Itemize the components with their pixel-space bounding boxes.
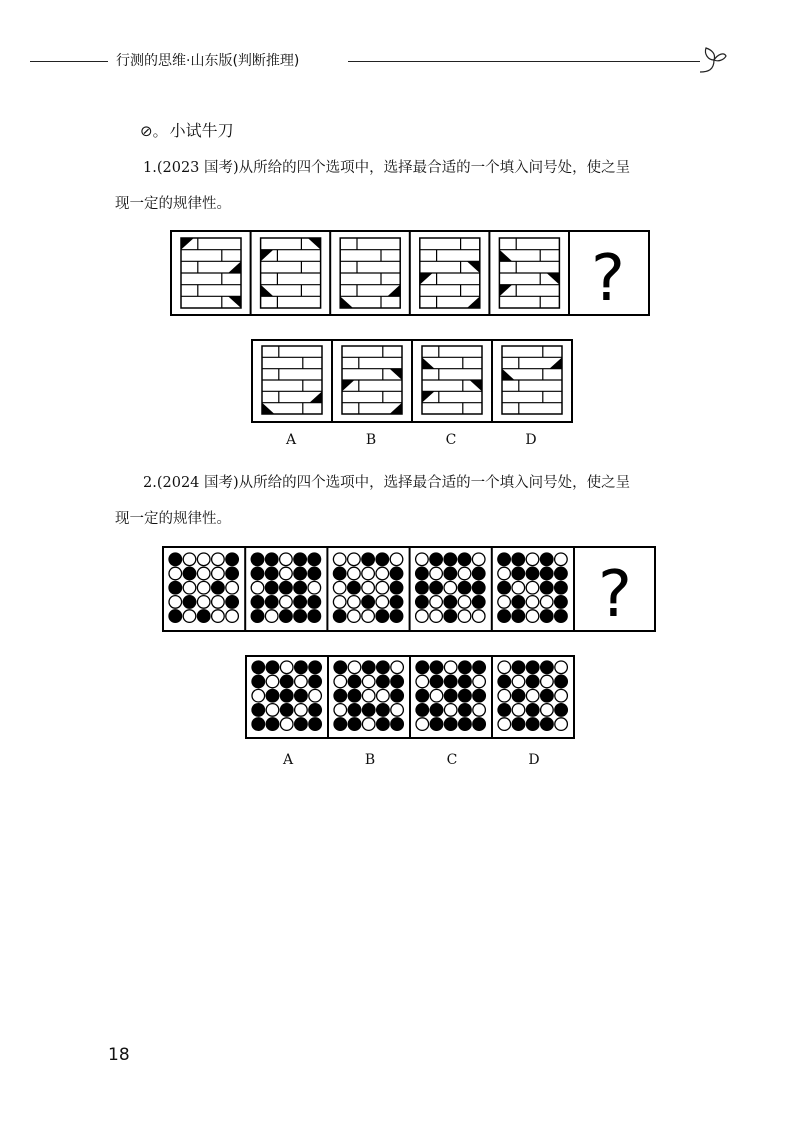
black-dot <box>391 718 404 731</box>
white-dot <box>280 553 293 566</box>
black-dot <box>376 553 389 566</box>
black-dot <box>540 553 553 566</box>
black-dot <box>540 610 553 623</box>
white-dot <box>183 610 196 623</box>
black-dot <box>308 567 321 580</box>
black-dot <box>444 689 457 702</box>
question-1-option-b-label[interactable]: B <box>365 432 377 448</box>
black-dot <box>498 581 511 594</box>
question-2-options-figure <box>245 655 575 739</box>
white-dot <box>498 689 511 702</box>
black-dot <box>526 567 539 580</box>
black-dot <box>252 675 265 688</box>
black-dot <box>280 675 293 688</box>
white-dot <box>416 610 429 623</box>
white-dot <box>472 610 485 623</box>
black-dot <box>458 581 471 594</box>
black-dot <box>459 661 472 674</box>
black-dot <box>348 704 361 717</box>
white-dot <box>265 610 278 623</box>
question-2-sequence-grid <box>251 553 320 622</box>
running-header <box>30 48 710 72</box>
black-dot <box>512 661 525 674</box>
white-dot <box>334 675 347 688</box>
white-dot <box>280 718 293 731</box>
black-dot <box>430 675 443 688</box>
black-dot <box>294 553 307 566</box>
white-dot <box>498 596 511 609</box>
white-dot <box>376 567 389 580</box>
white-dot <box>183 553 196 566</box>
black-dot <box>376 610 389 623</box>
black-dot <box>526 704 539 717</box>
black-dot <box>416 661 429 674</box>
question-1-option-cell <box>262 346 322 414</box>
white-dot <box>362 610 375 623</box>
white-dot <box>252 689 265 702</box>
black-dot <box>430 553 443 566</box>
black-dot <box>473 689 486 702</box>
question-1-sequence-cell <box>420 238 480 308</box>
black-dot <box>444 610 457 623</box>
black-dot <box>169 553 182 566</box>
white-dot <box>376 596 389 609</box>
black-dot <box>459 689 472 702</box>
white-dot <box>362 675 375 688</box>
black-dot <box>512 718 525 731</box>
white-dot <box>416 675 429 688</box>
black-dot <box>265 553 278 566</box>
question-2-option-grid <box>334 661 403 730</box>
white-dot <box>333 596 346 609</box>
question-2-option-grid <box>498 661 567 730</box>
black-dot <box>498 675 511 688</box>
white-dot <box>498 661 511 674</box>
white-dot <box>212 553 225 566</box>
white-dot <box>473 675 486 688</box>
white-dot <box>333 553 346 566</box>
white-dot <box>226 610 239 623</box>
question-1-sequence-cell <box>340 238 400 308</box>
question-2 <box>115 465 715 537</box>
white-dot <box>295 675 308 688</box>
black-dot <box>498 704 511 717</box>
black-dot <box>444 567 457 580</box>
black-dot <box>226 596 239 609</box>
white-dot <box>498 718 511 731</box>
black-dot <box>212 581 225 594</box>
black-dot <box>309 718 322 731</box>
white-dot <box>526 610 539 623</box>
black-dot <box>309 675 322 688</box>
white-dot <box>430 567 443 580</box>
black-dot <box>295 718 308 731</box>
black-dot <box>377 661 390 674</box>
black-dot <box>472 567 485 580</box>
black-dot <box>265 596 278 609</box>
white-dot <box>266 704 279 717</box>
white-dot <box>416 718 429 731</box>
black-dot <box>362 553 375 566</box>
black-dot <box>444 553 457 566</box>
black-dot <box>226 567 239 580</box>
white-dot <box>348 596 361 609</box>
white-dot <box>458 610 471 623</box>
white-dot <box>430 610 443 623</box>
black-dot <box>472 596 485 609</box>
white-dot <box>541 704 554 717</box>
black-dot <box>252 704 265 717</box>
black-dot <box>459 675 472 688</box>
white-dot <box>526 553 539 566</box>
question-2-sequence-figure <box>162 546 656 632</box>
black-dot <box>458 553 471 566</box>
black-dot <box>512 689 525 702</box>
black-dot <box>280 704 293 717</box>
question-2-option-a-label[interactable]: A <box>282 752 294 768</box>
black-dot <box>430 581 443 594</box>
black-dot <box>252 661 265 674</box>
black-dot <box>512 610 525 623</box>
white-dot <box>212 567 225 580</box>
white-dot <box>555 689 568 702</box>
black-dot <box>348 675 361 688</box>
white-dot <box>348 610 361 623</box>
black-dot <box>391 675 404 688</box>
white-dot <box>444 581 457 594</box>
question-2-option-c-label[interactable]: C <box>446 752 458 768</box>
black-dot <box>183 596 196 609</box>
white-dot <box>555 661 568 674</box>
black-dot <box>265 581 278 594</box>
black-dot <box>540 567 553 580</box>
black-dot <box>169 581 182 594</box>
white-dot <box>391 661 404 674</box>
black-dot <box>541 689 554 702</box>
white-dot <box>444 661 457 674</box>
black-dot <box>251 567 264 580</box>
black-dot <box>444 675 457 688</box>
white-dot <box>280 567 293 580</box>
black-dot <box>473 718 486 731</box>
question-2-question-mark: ? <box>598 558 632 632</box>
black-dot <box>348 581 361 594</box>
black-dot <box>498 610 511 623</box>
question-2-sequence-grid <box>333 553 402 622</box>
white-dot <box>362 581 375 594</box>
black-dot <box>472 581 485 594</box>
white-dot <box>348 661 361 674</box>
white-dot <box>555 553 568 566</box>
black-dot <box>265 567 278 580</box>
black-dot <box>416 704 429 717</box>
question-1-option-cell <box>342 346 402 414</box>
question-2-sequence-grid <box>498 553 567 622</box>
question-2-option-d-label[interactable]: D <box>528 752 540 768</box>
black-dot <box>309 661 322 674</box>
black-dot <box>444 718 457 731</box>
black-dot <box>512 567 525 580</box>
white-dot <box>295 704 308 717</box>
black-dot <box>526 718 539 731</box>
black-dot <box>251 553 264 566</box>
black-dot <box>541 661 554 674</box>
header-rule-left <box>30 61 108 62</box>
white-dot <box>183 581 196 594</box>
black-dot <box>473 661 486 674</box>
black-dot <box>540 581 553 594</box>
question-1-option-c-label[interactable]: C <box>445 432 457 448</box>
black-dot <box>308 596 321 609</box>
section-mark: ⊘。 <box>140 122 168 140</box>
question-2-sequence-grid <box>416 553 485 622</box>
white-dot <box>541 675 554 688</box>
black-dot <box>555 704 568 717</box>
white-dot <box>472 553 485 566</box>
white-dot <box>391 704 404 717</box>
black-dot <box>377 718 390 731</box>
white-dot <box>540 596 553 609</box>
white-dot <box>376 581 389 594</box>
black-dot <box>430 661 443 674</box>
question-1-option-cell <box>422 346 482 414</box>
black-dot <box>348 689 361 702</box>
question-1-line1: 1.(2023 国考)从所给的四个选项中，选择最合适的一个填入问号处，使之呈 <box>143 160 631 176</box>
white-dot <box>473 704 486 717</box>
white-dot <box>512 675 525 688</box>
black-dot <box>252 718 265 731</box>
question-1-sequence-cell <box>181 238 241 308</box>
black-dot <box>555 675 568 688</box>
question-1 <box>115 150 715 222</box>
black-dot <box>295 661 308 674</box>
question-1-line2: 现一定的规律性。 <box>115 196 231 212</box>
black-dot <box>226 553 239 566</box>
black-dot <box>348 718 361 731</box>
black-dot <box>280 581 293 594</box>
question-2-line2: 现一定的规律性。 <box>115 511 231 527</box>
white-dot <box>458 596 471 609</box>
black-dot <box>197 610 210 623</box>
white-dot <box>430 689 443 702</box>
black-dot <box>430 704 443 717</box>
black-dot <box>362 661 375 674</box>
black-dot <box>333 610 346 623</box>
white-dot <box>526 596 539 609</box>
section-title <box>140 118 234 141</box>
white-dot <box>333 581 346 594</box>
black-dot <box>333 567 346 580</box>
black-dot <box>390 567 403 580</box>
white-dot <box>348 567 361 580</box>
black-dot <box>512 553 525 566</box>
black-dot <box>526 661 539 674</box>
black-dot <box>294 596 307 609</box>
white-dot <box>362 689 375 702</box>
question-2-sequence-grid <box>169 553 238 622</box>
white-dot <box>377 689 390 702</box>
black-dot <box>334 689 347 702</box>
white-dot <box>498 567 511 580</box>
question-2-option-grid <box>416 661 485 730</box>
section-title-text: 小试牛刀 <box>169 121 234 140</box>
black-dot <box>555 581 568 594</box>
white-dot <box>555 718 568 731</box>
black-dot <box>280 689 293 702</box>
black-dot <box>251 610 264 623</box>
black-dot <box>308 553 321 566</box>
white-dot <box>348 553 361 566</box>
black-dot <box>390 610 403 623</box>
black-dot <box>169 610 182 623</box>
white-dot <box>390 553 403 566</box>
black-dot <box>416 567 429 580</box>
white-dot <box>169 567 182 580</box>
question-1-sequence-figure <box>170 230 650 316</box>
white-dot <box>512 704 525 717</box>
white-dot <box>197 567 210 580</box>
white-dot <box>226 581 239 594</box>
black-dot <box>266 718 279 731</box>
question-1-option-cell <box>502 346 562 414</box>
white-dot <box>444 704 457 717</box>
question-2-option-grid <box>252 661 321 730</box>
white-dot <box>212 610 225 623</box>
question-1-sequence-cell <box>499 238 559 308</box>
black-dot <box>294 581 307 594</box>
black-dot <box>555 610 568 623</box>
page-number: 18 <box>108 1045 130 1065</box>
white-dot <box>197 553 210 566</box>
black-dot <box>294 610 307 623</box>
black-dot <box>526 675 539 688</box>
black-dot <box>444 596 457 609</box>
header-rule-right <box>348 61 700 62</box>
white-dot <box>169 596 182 609</box>
black-dot <box>362 704 375 717</box>
black-dot <box>459 718 472 731</box>
black-dot <box>295 689 308 702</box>
black-dot <box>416 596 429 609</box>
white-dot <box>416 553 429 566</box>
white-dot <box>212 596 225 609</box>
black-dot <box>498 553 511 566</box>
white-dot <box>280 596 293 609</box>
black-dot <box>459 704 472 717</box>
white-dot <box>197 581 210 594</box>
black-dot <box>266 689 279 702</box>
black-dot <box>334 718 347 731</box>
white-dot <box>197 596 210 609</box>
black-dot <box>377 675 390 688</box>
question-2-option-b-label[interactable]: B <box>364 752 376 768</box>
question-1-sequence-cell <box>261 238 321 308</box>
white-dot <box>430 596 443 609</box>
sprout-icon <box>694 42 728 76</box>
white-dot <box>512 581 525 594</box>
black-dot <box>430 718 443 731</box>
black-dot <box>391 689 404 702</box>
black-dot <box>334 661 347 674</box>
black-dot <box>294 567 307 580</box>
black-dot <box>555 567 568 580</box>
white-dot <box>334 704 347 717</box>
black-dot <box>512 596 525 609</box>
white-dot <box>266 675 279 688</box>
black-dot <box>390 581 403 594</box>
question-2-line1: 2.(2024 国考)从所给的四个选项中，选择最合适的一个填入问号处，使之呈 <box>143 475 631 491</box>
white-dot <box>308 581 321 594</box>
white-dot <box>526 581 539 594</box>
black-dot <box>390 596 403 609</box>
black-dot <box>266 661 279 674</box>
white-dot <box>526 689 539 702</box>
black-dot <box>280 610 293 623</box>
black-dot <box>416 581 429 594</box>
white-dot <box>362 718 375 731</box>
black-dot <box>416 689 429 702</box>
black-dot <box>251 596 264 609</box>
black-dot <box>541 718 554 731</box>
white-dot <box>251 581 264 594</box>
black-dot <box>555 596 568 609</box>
header-title: 行测的思维·山东版(判断推理) <box>116 53 300 69</box>
question-1-options-figure <box>251 339 573 423</box>
black-dot <box>308 610 321 623</box>
question-1-option-d-label[interactable]: D <box>525 432 537 448</box>
white-dot <box>458 567 471 580</box>
white-dot <box>280 661 293 674</box>
white-dot <box>309 689 322 702</box>
white-dot <box>362 567 375 580</box>
question-1-question-mark: ? <box>591 242 625 316</box>
black-dot <box>377 704 390 717</box>
black-dot <box>362 596 375 609</box>
question-1-option-a-label[interactable]: A <box>285 432 297 448</box>
black-dot <box>309 704 322 717</box>
black-dot <box>183 567 196 580</box>
